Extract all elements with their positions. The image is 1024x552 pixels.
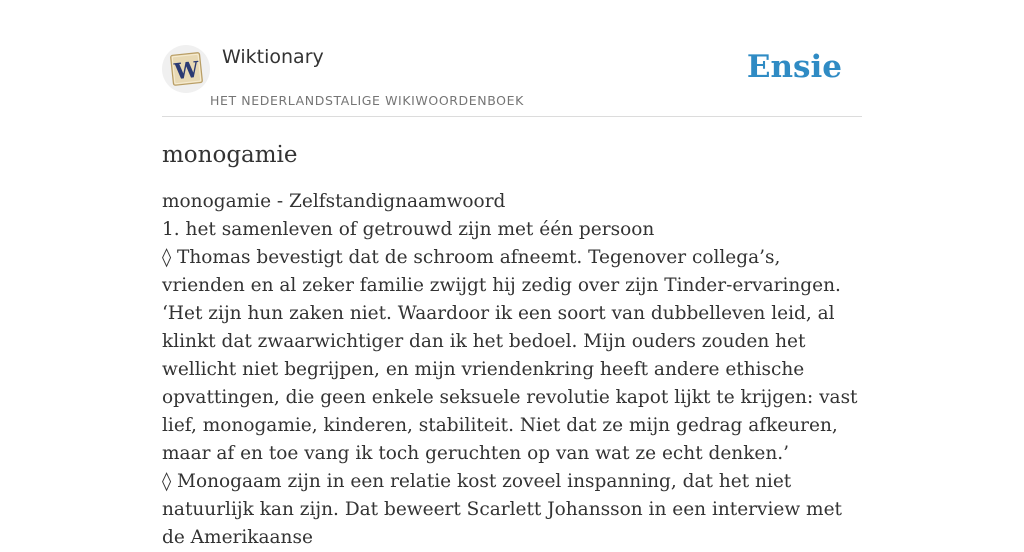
example-sentence: ◊ Thomas bevestigt dat de schroom afneemt. Tegenover collega’s, vrienden en al zeker familie zwijgt hij zedig over zijn Tinder-ervaringen. ‘Het zijn hun zaken niet. Waardoor ik een soort van dubbelleven leid, al klinkt dat zwaarwichtiger dan ik het bedoel. Mijn ouders zouden het wellicht niet begrijpen, en mijn vriendenkring heeft andere ethische opvattingen, die geen enkele seksuele revolutie kapot lijkt te krijgen: vast lief, monogamie, kinderen, stabiliteit. Niet dat ze mijn gedrag afkeuren, maar af en toe vang ik toch geruchten op van wat ze echt denken.’ xyxy=(162,247,858,464)
ensie-brand-logo[interactable]: Ensie xyxy=(746,49,842,85)
definition-line: 1. het samenleven of getrouwd zijn met één persoon xyxy=(162,219,655,240)
site-name[interactable]: Wiktionary xyxy=(222,46,324,68)
logo-letter: W xyxy=(173,56,201,86)
part-of-speech-line: monogamie - Zelfstandignaamwoord xyxy=(162,191,506,212)
entry-headword: monogamie xyxy=(162,142,298,168)
logo-tile-icon xyxy=(162,45,210,93)
site-header xyxy=(162,40,862,117)
entry-content xyxy=(162,136,862,552)
wiktionary-logo-icon[interactable] xyxy=(162,45,210,93)
example-sentence: ◊ Monogaam zijn in een relatie kost zoveel inspanning, dat het niet natuurlijk kan zijn. Dat beweert Scarlett Johansson in een interview met de Amerikaanse xyxy=(162,471,842,548)
site-tagline: HET NEDERLANDSTALIGE WIKIWOORDENBOEK xyxy=(210,93,524,108)
